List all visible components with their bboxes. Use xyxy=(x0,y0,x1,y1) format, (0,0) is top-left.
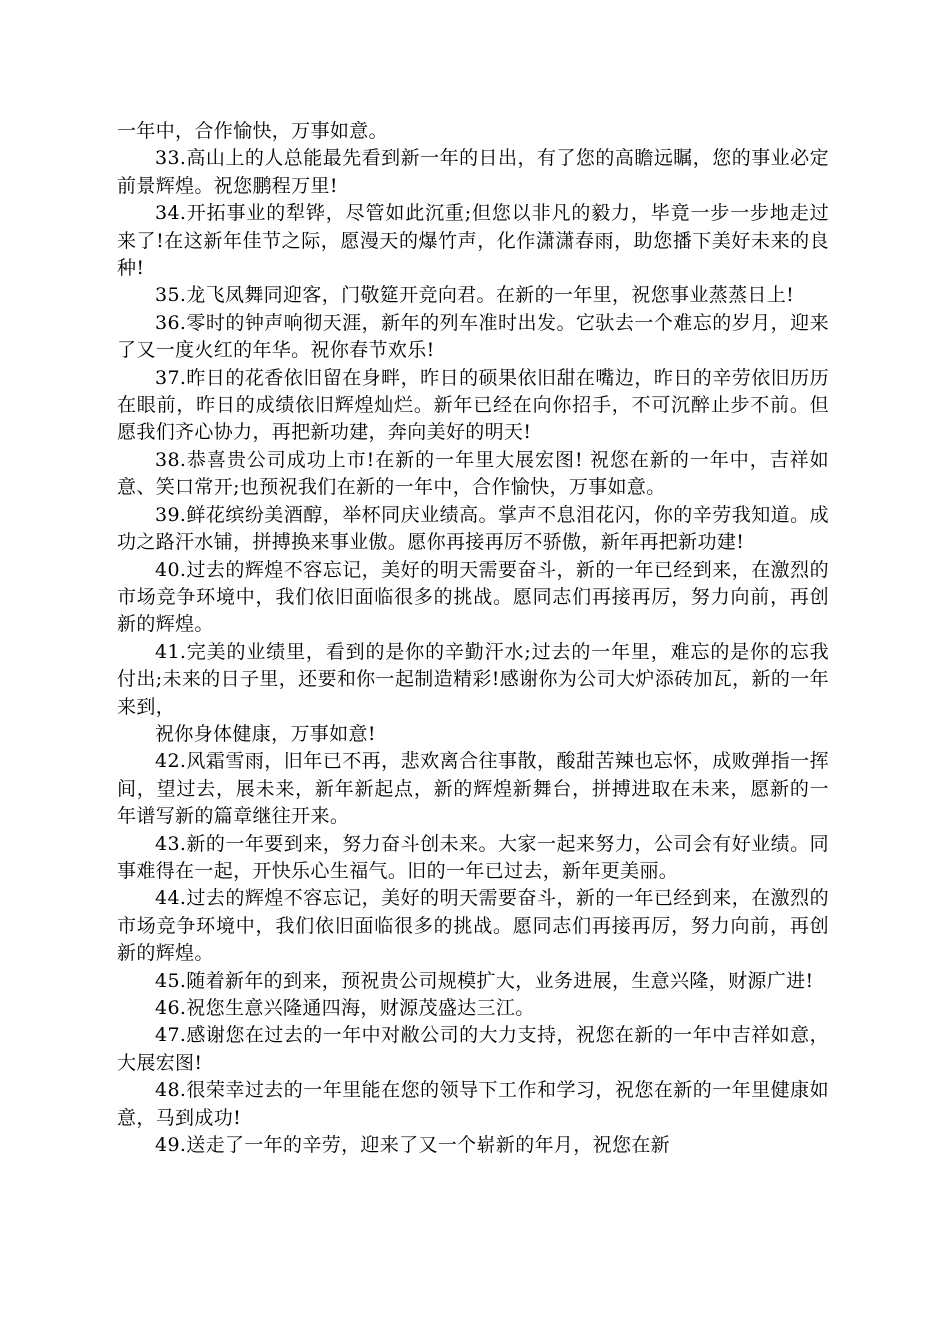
document-body xyxy=(117,118,829,1159)
document-paragraph: 38.恭喜贵公司成功上市!在新的一年里大展宏图! 祝您在新的一年中，吉祥如意、笑口常开;也预祝我们在新的一年中，合作愉快，万事如意。 xyxy=(117,448,829,499)
document-paragraph: 34.开拓事业的犁铧，尽管如此沉重;但您以非凡的毅力，毕竟一步一步地走过来了!在这新年佳节之际，愿漫天的爆竹声，化作潇潇春雨，助您播下美好未来的良种! xyxy=(117,202,829,280)
document-paragraph: 33.高山上的人总能最先看到新一年的日出，有了您的高瞻远瞩，您的事业必定前景辉煌。祝您鹏程万里! xyxy=(117,147,829,197)
document-paragraph: 42.风霜雪雨，旧年已不再，悲欢离合往事散，酸甜苦辣也忘怀，成败弹指一挥间，望过去，展未来，新年新起点，新的辉煌新舞台，拼搏进取在未来，愿新的一年谱写新的篇章继往开来。 xyxy=(117,750,829,828)
document-paragraph: 49.送走了一年的辛劳，迎来了又一个崭新的年月，祝您在新 xyxy=(155,1134,671,1157)
document-paragraph: 40.过去的辉煌不容忘记，美好的明天需要奋斗，新的一年已经到来，在激烈的市场竞争环境中，我们依旧面临很多的挑战。愿同志们再接再厉，努力向前，再创新的辉煌。 xyxy=(117,558,829,636)
document-paragraph: 祝你身体健康，万事如意! xyxy=(155,722,376,745)
document-paragraph: 48.很荣幸过去的一年里能在您的领导下工作和学习，祝您在新的一年里健康如意，马到成功! xyxy=(117,1079,829,1129)
document-paragraph: 39.鲜花缤纷美酒醇，举杯同庆业绩高。掌声不息泪花闪，你的辛劳我知道。成功之路汗水铺，拼搏换来事业傲。愿你再接再厉不骄傲，新年再把新功建! xyxy=(117,503,829,554)
document-paragraph: 46.祝您生意兴隆通四海，财源茂盛达三江。 xyxy=(155,997,535,1019)
document-paragraph: 43.新的一年要到来，努力奋斗创未来。大家一起来努力，公司会有好业绩。同事难得在一起，开快乐心生福气。旧的一年已过去，新年更美丽。 xyxy=(117,832,829,882)
document-paragraph: 47.感谢您在过去的一年中对敝公司的大力支持，祝您在新的一年中吉祥如意，大展宏图! xyxy=(117,1024,829,1074)
document-paragraph: 36.零时的钟声响彻天涯，新年的列车准时出发。它驮去一个难忘的岁月，迎来了又一度火红的年华。祝你春节欢乐! xyxy=(117,311,829,362)
document-paragraph: 41.完美的业绩里，看到的是你的辛勤汗水;过去的一年里，难忘的是你的忘我付出;未来的日子里，还要和你一起制造精彩!感谢你为公司大炉添砖加瓦，新的一年来到， xyxy=(117,640,829,718)
document-paragraph: 45.随着新年的到来，预祝贵公司规模扩大，业务进展，生意兴隆，财源广进! xyxy=(155,969,814,992)
document-paragraph: 44.过去的辉煌不容忘记，美好的明天需要奋斗，新的一年已经到来，在激烈的市场竞争环境中，我们依旧面临很多的挑战。愿同志们再接再厉，努力向前，再创新的辉煌。 xyxy=(117,887,829,965)
document-paragraph: 37.昨日的花香依旧留在身畔，昨日的硕果依旧甜在嘴边，昨日的辛劳依旧历历在眼前，昨日的成绩依旧辉煌灿烂。新年已经在向你招手，不可沉醉止步不前。但愿我们齐心协力，再把新功建，奔向美好的明天! xyxy=(117,366,829,444)
document-paragraph: 一年中，合作愉快，万事如意。 xyxy=(117,120,388,142)
document-paragraph: 35.龙飞凤舞同迎客，门敬筵开竞向君。在新的一年里，祝您事业蒸蒸日上! xyxy=(155,284,795,307)
